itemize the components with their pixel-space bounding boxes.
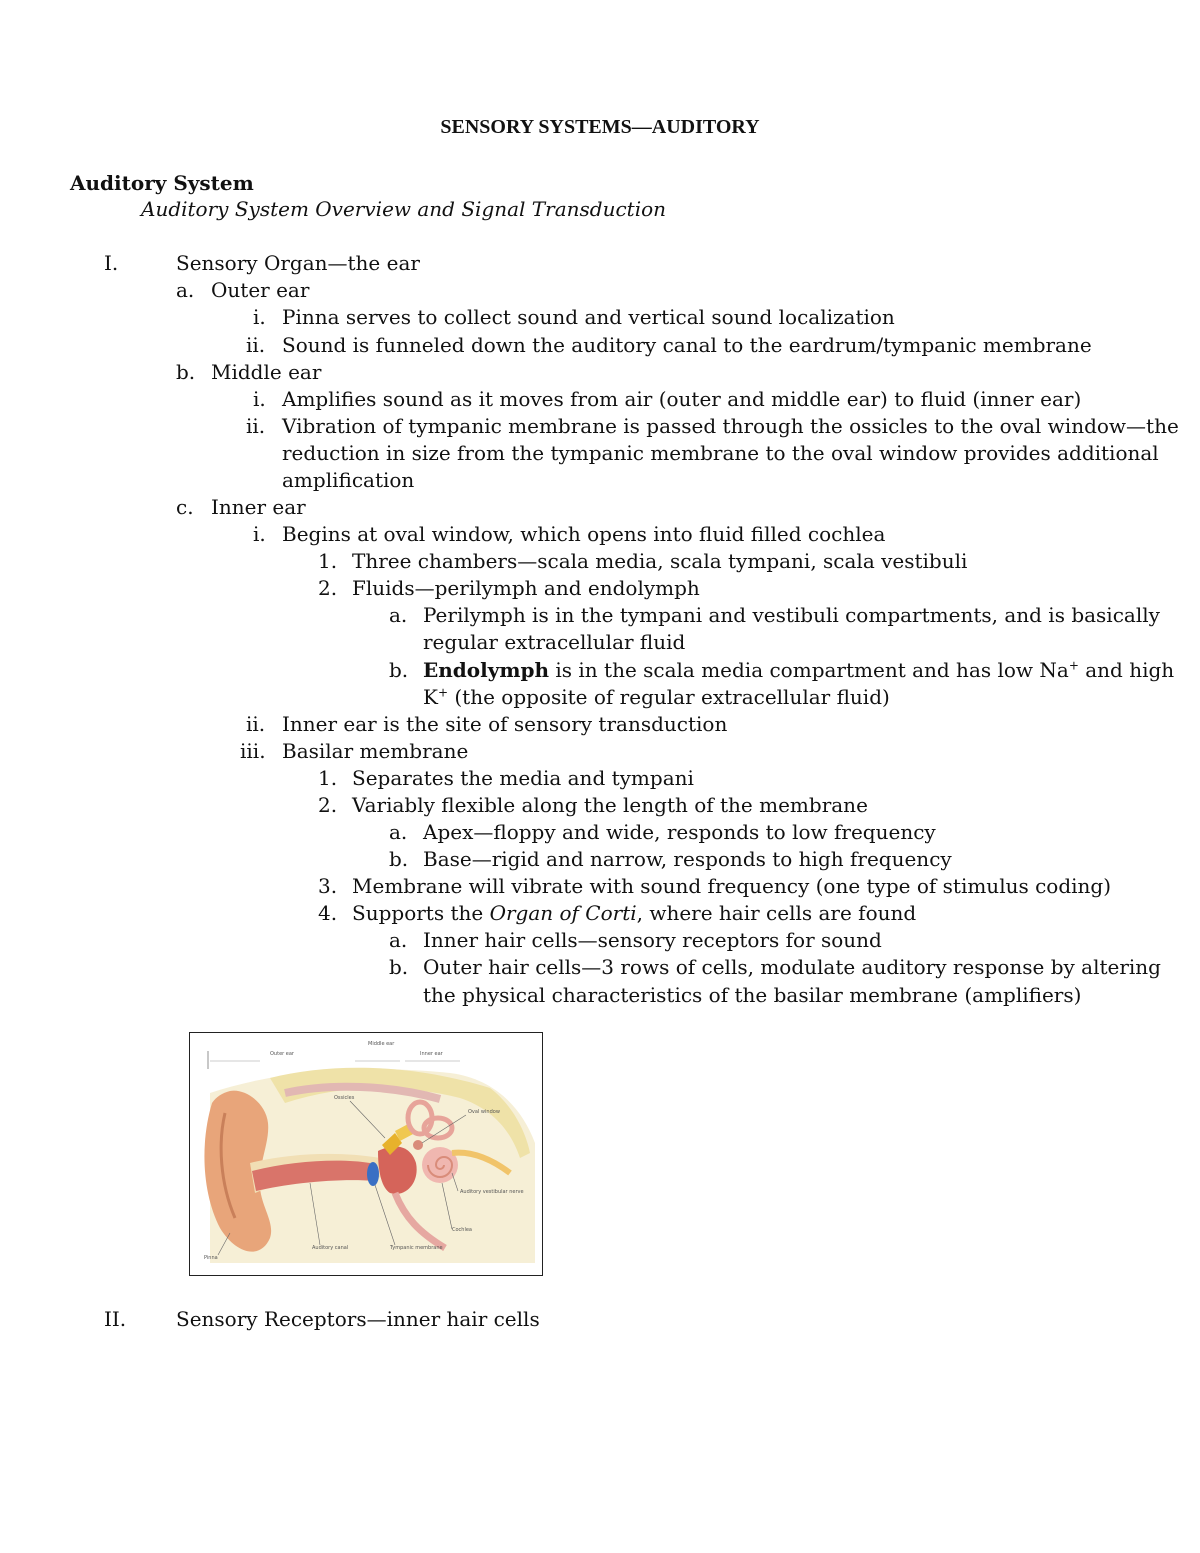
page-title: SENSORY SYSTEMS—AUDITORY [440, 116, 760, 138]
outline-marker: 4. [318, 901, 338, 925]
tympanic-membrane-shape [367, 1162, 379, 1186]
outline-item [423, 684, 890, 711]
outline-item: Outer hair cells—3 rows of cells, modulate auditory response by altering [423, 955, 1161, 979]
ear-anatomy-figure [189, 1032, 543, 1276]
label-auditory-canal: Auditory canal [312, 1245, 349, 1251]
endolymph-term: Endolymph [423, 658, 550, 682]
outline-marker: a. [389, 603, 408, 627]
outline-text: Supports the [352, 901, 490, 925]
outline-item: Sound is funneled down the auditory canal to the eardrum/tympanic membrane [282, 333, 1092, 357]
superscript: + [437, 685, 449, 700]
superscript: + [1068, 658, 1079, 673]
label-pinna: Pinna [204, 1255, 218, 1261]
outline-item: Inner ear is the site of sensory transduction [282, 712, 728, 736]
outline-item: reduction in size from the tympanic membrane to the oval window provides additional [282, 441, 1159, 465]
outline-item [423, 657, 1174, 684]
outline-marker: 2. [318, 793, 338, 817]
outline-marker: b. [389, 658, 409, 682]
outline-marker: ii. [246, 414, 266, 438]
outline-item: Sensory Organ—the ear [176, 251, 420, 275]
organ-of-corti-term: Organ of Corti [489, 901, 637, 925]
outline-marker: I. [104, 251, 119, 275]
outline-item: Vibration of tympanic membrane is passed through the ossicles to the oval window—the [282, 414, 1179, 438]
label-ossicles: Ossicles [334, 1095, 355, 1101]
outline-marker: ii. [246, 712, 266, 736]
outline-marker: c. [176, 495, 194, 519]
outline-item: Middle ear [211, 360, 322, 384]
outline-item: Three chambers—scala media, scala tympani, scala vestibuli [352, 549, 968, 573]
outline-item: Pinna serves to collect sound and vertical sound localization [282, 305, 895, 329]
outline-marker: i. [253, 387, 266, 411]
outline-item: Base—rigid and narrow, responds to high frequency [423, 847, 952, 871]
ear-anatomy-illustration [190, 1033, 541, 1274]
outline-item: Perilymph is in the tympani and vestibuli compartments, and is basically [423, 603, 1160, 627]
outline-marker: b. [389, 955, 409, 979]
section-subheading: Auditory System Overview and Signal Transduction [141, 197, 667, 221]
label-oval-window: Oval window [468, 1109, 500, 1115]
outline-marker: iii. [240, 739, 266, 763]
outline-item: Separates the media and tympani [352, 766, 694, 790]
outline-item: Sensory Receptors—inner hair cells [176, 1307, 540, 1331]
outline-marker: 1. [318, 766, 338, 790]
outline-item: Inner hair cells—sensory receptors for sound [423, 928, 882, 952]
outline-item: Inner ear [211, 495, 306, 519]
outline-item: the physical characteristics of the basilar membrane (amplifiers) [423, 983, 1082, 1007]
outline-item [352, 900, 916, 927]
outline-item: Outer ear [211, 278, 310, 302]
outline-marker: i. [253, 522, 266, 546]
label-inner-ear: Inner ear [420, 1051, 443, 1057]
label-auditory-vestibular-nerve: Auditory vestibular nerve [460, 1189, 524, 1195]
outline-item: Begins at oval window, which opens into fluid filled cochlea [282, 522, 886, 546]
outline-marker: a. [389, 928, 408, 952]
section-heading: Auditory System [70, 171, 254, 195]
outline-marker: 2. [318, 576, 338, 600]
outline-item: Membrane will vibrate with sound frequency (one type of stimulus coding) [352, 874, 1112, 898]
outline-item: Amplifies sound as it moves from air (outer and middle ear) to fluid (inner ear) [282, 387, 1082, 411]
outline-item: regular extracellular fluid [423, 630, 686, 654]
outline-item: amplification [282, 468, 415, 492]
outline-item: Apex—floppy and wide, responds to low frequency [423, 820, 936, 844]
label-outer-ear: Outer ear [270, 1051, 294, 1057]
outline-marker: b. [176, 360, 196, 384]
outline-text: , where hair cells are found [636, 901, 917, 925]
outline-marker: 1. [318, 549, 338, 573]
label-middle-ear: Middle ear [368, 1041, 395, 1047]
outline-marker: a. [389, 820, 408, 844]
label-tympanic-membrane: Tympanic membrane [390, 1245, 443, 1251]
outline-marker: a. [176, 278, 195, 302]
outline-marker: b. [389, 847, 409, 871]
outline-marker: II. [104, 1307, 127, 1331]
outline-item: Variably flexible along the length of the membrane [352, 793, 868, 817]
outline-text: and high [1078, 658, 1175, 682]
label-cochlea: Cochlea [452, 1227, 472, 1233]
outline-text: is in the scala media compartment and has low Na [549, 658, 1069, 682]
outline-item: Fluids—perilymph and endolymph [352, 576, 700, 600]
outline-marker: ii. [246, 333, 266, 357]
outline-text: (the opposite of regular extracellular fluid) [448, 685, 890, 709]
outline-text: K [423, 685, 438, 709]
outline-marker: i. [253, 305, 266, 329]
outline-item: Basilar membrane [282, 739, 469, 763]
outline-marker: 3. [318, 874, 338, 898]
